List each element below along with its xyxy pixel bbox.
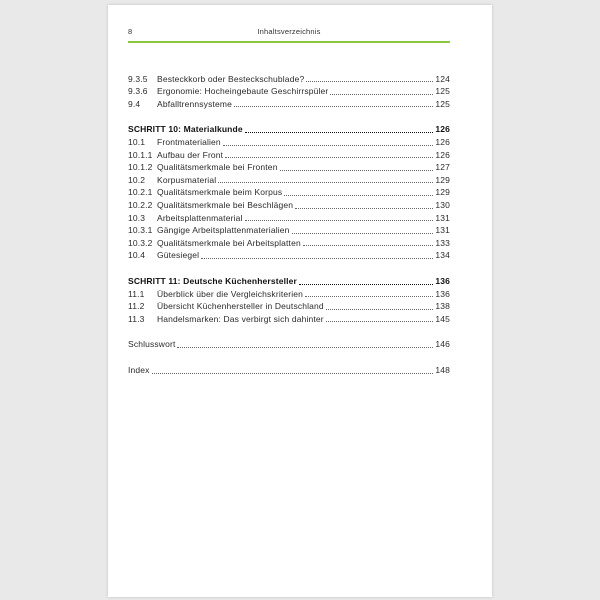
dot-leader bbox=[201, 249, 433, 259]
entry-page: 129 bbox=[435, 174, 450, 185]
toc-entry bbox=[128, 237, 450, 250]
toc-entry bbox=[128, 149, 450, 162]
dot-leader bbox=[245, 212, 434, 222]
entry-page: 148 bbox=[435, 364, 450, 375]
entry-title: Überblick über die Vergleichskriterien bbox=[157, 288, 304, 299]
table-of-contents bbox=[128, 73, 450, 377]
entry-title: Aufbau der Front bbox=[157, 149, 224, 160]
toc-entry bbox=[128, 98, 450, 111]
entry-page: 131 bbox=[435, 225, 450, 236]
entry-page: 133 bbox=[435, 237, 450, 248]
heading-page: 126 bbox=[435, 124, 450, 135]
entry-page: 136 bbox=[435, 288, 450, 299]
dot-leader bbox=[177, 338, 433, 348]
entry-number: 10.1.2 bbox=[128, 162, 153, 173]
entry-page: 126 bbox=[435, 137, 450, 148]
dot-leader bbox=[305, 288, 433, 298]
entry-number: 11.1 bbox=[128, 288, 145, 299]
dot-leader bbox=[303, 237, 434, 247]
entry-title: Frontmaterialien bbox=[157, 137, 221, 148]
dot-leader bbox=[223, 136, 434, 146]
entry-page: 125 bbox=[435, 98, 450, 109]
toc-entry bbox=[128, 199, 450, 212]
dot-leader bbox=[295, 199, 433, 209]
dot-leader bbox=[330, 85, 433, 95]
entry-number: 10.2.2 bbox=[128, 200, 153, 211]
book-page bbox=[108, 5, 492, 597]
dot-leader bbox=[292, 224, 434, 234]
dot-leader bbox=[152, 364, 434, 374]
dot-leader bbox=[299, 275, 433, 285]
toc-entry-index bbox=[128, 364, 450, 377]
dot-leader bbox=[280, 161, 434, 171]
entry-title: Abfalltrennsysteme bbox=[157, 98, 232, 109]
page-header bbox=[128, 27, 450, 37]
entry-title: Qualitätsmerkmale bei Beschlägen bbox=[157, 200, 294, 211]
dot-leader bbox=[326, 313, 434, 323]
entry-title: Qualitätsmerkmale bei Arbeitsplatten bbox=[157, 237, 301, 248]
toc-section bbox=[128, 338, 450, 351]
dot-leader bbox=[245, 123, 434, 133]
header-rule bbox=[128, 41, 450, 43]
dot-leader bbox=[326, 300, 434, 310]
entry-number: 10.2 bbox=[128, 174, 146, 185]
dot-leader bbox=[306, 73, 433, 83]
toc-section bbox=[128, 73, 450, 111]
entry-number: 10.4 bbox=[128, 250, 146, 261]
entry-page: 145 bbox=[435, 313, 450, 324]
entry-number: 10.2.1 bbox=[128, 187, 153, 198]
entry-title: Qualitätsmerkmale beim Korpus bbox=[157, 187, 283, 198]
entry-page: 129 bbox=[435, 187, 450, 198]
entry-page: 131 bbox=[435, 212, 450, 223]
toc-heading bbox=[128, 123, 450, 136]
toc-entry bbox=[128, 136, 450, 149]
toc-entry bbox=[128, 174, 450, 187]
entry-title: Qualitätsmerkmale bei Fronten bbox=[157, 162, 278, 173]
toc-entry bbox=[128, 73, 450, 86]
toc-entry bbox=[128, 161, 450, 174]
entry-number: 10.1 bbox=[128, 137, 146, 148]
entry-title: Handelsmarken: Das verbirgt sich dahinter bbox=[157, 313, 324, 324]
toc-entry bbox=[128, 85, 450, 98]
toc-entry bbox=[128, 300, 450, 313]
heading-title: SCHRITT 11: Deutsche Küchenhersteller bbox=[128, 276, 297, 286]
toc-section bbox=[128, 123, 450, 262]
toc-entry bbox=[128, 249, 450, 262]
entry-title: Korpusmaterial bbox=[157, 174, 217, 185]
toc-heading bbox=[128, 275, 450, 288]
page-number: 8 bbox=[128, 27, 133, 36]
entry-page: 127 bbox=[435, 162, 450, 173]
toc-entry bbox=[128, 212, 450, 225]
heading-page: 136 bbox=[435, 276, 450, 286]
entry-page: 146 bbox=[435, 339, 450, 350]
entry-number: 11.3 bbox=[128, 313, 145, 324]
entry-title: Schlusswort bbox=[128, 339, 176, 350]
dot-leader bbox=[234, 98, 433, 108]
entry-number: 11.2 bbox=[128, 301, 145, 312]
entry-number: 10.3.2 bbox=[128, 237, 153, 248]
entry-number: 10.3.1 bbox=[128, 225, 153, 236]
entry-page: 130 bbox=[435, 200, 450, 211]
dot-leader bbox=[284, 186, 433, 196]
running-title: Inhaltsverzeichnis bbox=[257, 27, 321, 36]
heading-title: SCHRITT 10: Materialkunde bbox=[128, 124, 243, 135]
toc-entry bbox=[128, 224, 450, 237]
entry-title: Ergonomie: Hocheingebaute Geschirrspüler bbox=[157, 86, 329, 97]
entry-page: 125 bbox=[435, 86, 450, 97]
toc-entry-schlusswort bbox=[128, 338, 450, 351]
entry-title: Index bbox=[128, 364, 150, 375]
entry-title: Gängige Arbeitsplattenmaterialien bbox=[157, 225, 290, 236]
entry-number: 9.3.6 bbox=[128, 86, 148, 97]
entry-number: 9.4 bbox=[128, 98, 141, 109]
entry-page: 126 bbox=[435, 149, 450, 160]
toc-entry bbox=[128, 313, 450, 326]
dot-leader bbox=[218, 174, 433, 184]
toc-section bbox=[128, 364, 450, 377]
entry-page: 134 bbox=[435, 250, 450, 261]
entry-title: Arbeitsplattenmaterial bbox=[157, 212, 243, 223]
entry-page: 124 bbox=[435, 73, 450, 84]
toc-entry bbox=[128, 288, 450, 301]
entry-number: 10.1.1 bbox=[128, 149, 153, 160]
entry-title: Gütesiegel bbox=[157, 250, 200, 261]
dot-leader bbox=[225, 149, 433, 159]
entry-title: Übersicht Küchenhersteller in Deutschland bbox=[157, 301, 324, 312]
toc-entry bbox=[128, 186, 450, 199]
entry-page: 138 bbox=[435, 301, 450, 312]
toc-section bbox=[128, 275, 450, 325]
entry-title: Besteckkorb oder Besteckschublade? bbox=[157, 73, 305, 84]
entry-number: 9.3.5 bbox=[128, 73, 148, 84]
entry-number: 10.3 bbox=[128, 212, 146, 223]
